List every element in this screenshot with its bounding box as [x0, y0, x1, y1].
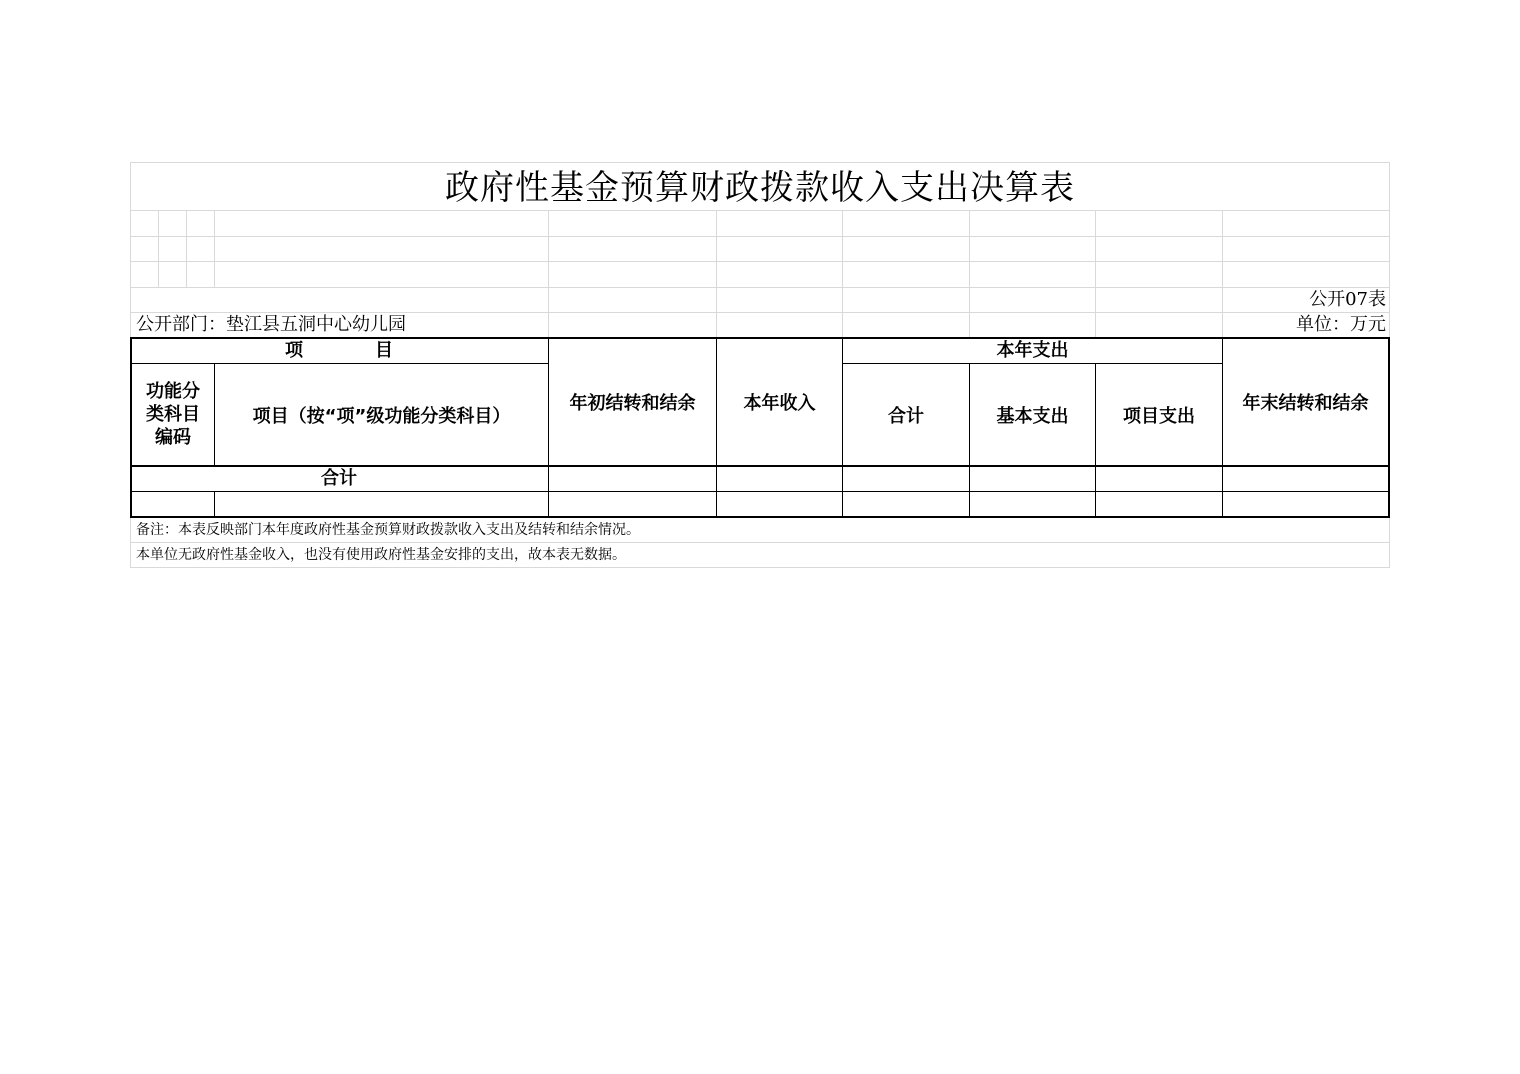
header-item-name: 项目（按“项”级功能分类科目）: [252, 405, 511, 427]
header-expense-basic: 基本支出: [996, 405, 1069, 427]
note-no-data: 本单位无政府性基金收入，也没有使用政府性基金安排的支出，故本表无数据。: [136, 547, 626, 563]
header-expense-group: 本年支出: [996, 340, 1069, 361]
form-number: 公开07表: [1309, 289, 1386, 310]
spreadsheet-page: [130, 162, 1390, 568]
unit-label: 单位：万元: [1296, 314, 1386, 335]
header-expense-project: 项目支出: [1123, 405, 1195, 427]
header-item-group: 项 目: [285, 340, 393, 361]
department-label: 公开部门：垫江县五洞中心幼儿园: [136, 314, 406, 335]
header-closing-balance: 年末结转和结余: [1242, 392, 1369, 414]
header-expense-total: 合计: [888, 405, 924, 427]
total-row-label: 合计: [321, 468, 357, 489]
header-income: 本年收入: [743, 392, 816, 414]
header-code-text: 功能分类科目编码: [146, 381, 200, 448]
page-title: 政府性基金预算财政拨款收入支出决算表: [445, 168, 1075, 208]
header-opening-balance: 年初结转和结余: [569, 392, 696, 414]
header-code: [132, 364, 214, 465]
note-remark: 备注：本表反映部门本年度政府性基金预算财政拨款收入支出及结转和结余情况。: [136, 522, 640, 538]
